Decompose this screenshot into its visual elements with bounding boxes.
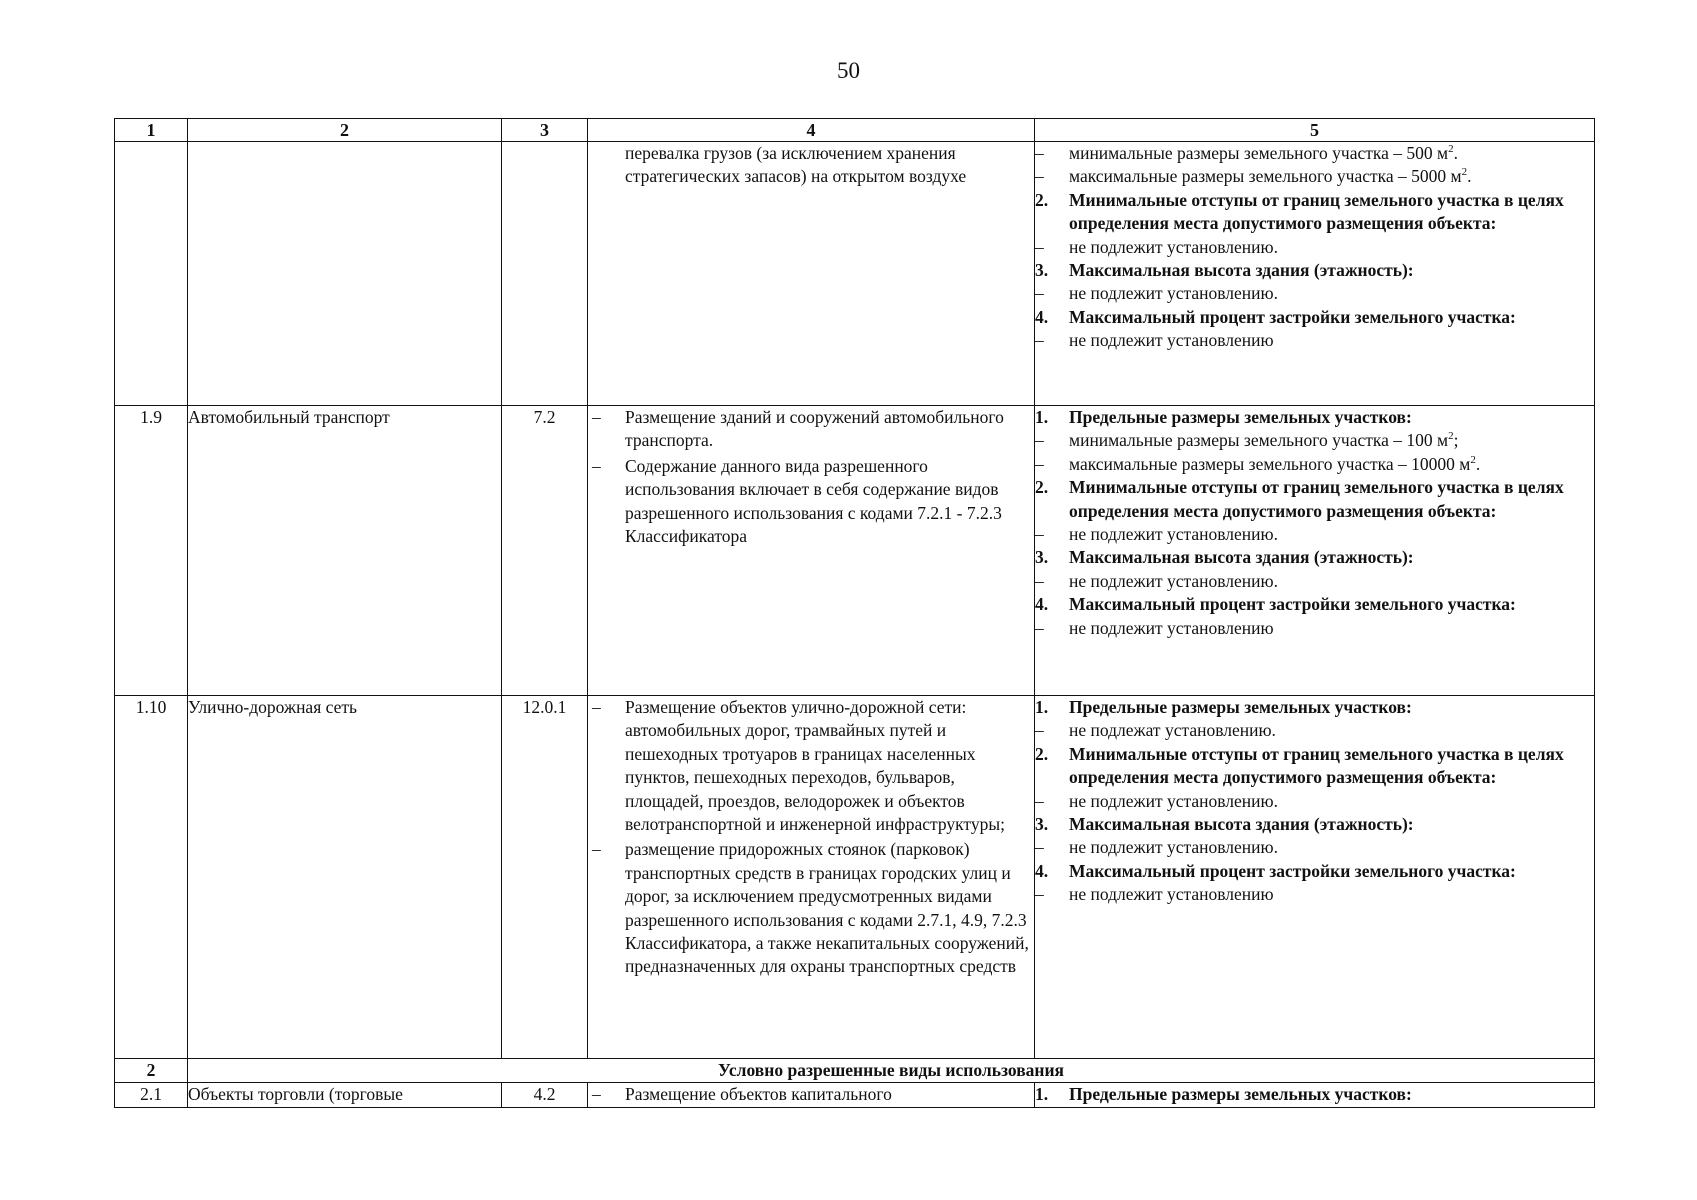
param-text	[1069, 406, 1594, 429]
list-marker: 3.	[1035, 260, 1049, 281]
item-text: Минимальные отступы от границ земельного участка в целях определения места допустимого размещения объекта:	[1069, 477, 1564, 521]
superscript: 2	[1448, 143, 1454, 156]
item-text: перевалка грузов (за исключением хранения стратегических запасов) на открытом воздухе	[625, 143, 967, 187]
param-text	[1069, 306, 1594, 329]
param-item	[1035, 236, 1594, 259]
list-marker: –	[592, 839, 601, 860]
section-title: Условно разрешенные виды использования	[188, 1059, 1595, 1083]
param-text	[1069, 883, 1594, 906]
param-text	[1069, 836, 1594, 859]
param-text	[1069, 476, 1594, 523]
row-number	[115, 142, 188, 406]
table-row	[115, 696, 1595, 1059]
param-text	[1069, 453, 1594, 476]
section-number: 2	[115, 1059, 188, 1083]
table-row	[115, 1083, 1595, 1107]
param-item	[1035, 142, 1594, 165]
item-suffix: ;	[1453, 430, 1459, 451]
superscript: 2	[1470, 453, 1476, 466]
param-item	[1035, 883, 1594, 906]
list-marker: –	[1035, 570, 1044, 591]
desc-item	[588, 696, 1034, 836]
list-marker: 3.	[1035, 814, 1049, 835]
list-marker: –	[1035, 236, 1044, 257]
item-text: не подлежит установлению	[1069, 884, 1274, 905]
item-text: Максимальный процент застройки земельного участка:	[1069, 594, 1516, 615]
param-item	[1035, 282, 1594, 305]
param-text	[1069, 546, 1594, 569]
param-text	[1069, 429, 1594, 452]
item-text: минимальные размеры земельного участка – 500 м	[1069, 143, 1449, 163]
superscript: 2	[1448, 430, 1454, 443]
desc-item	[588, 1083, 1034, 1106]
superscript: 2	[1461, 166, 1468, 179]
list-marker: 2.	[1035, 477, 1049, 498]
param-item	[1035, 259, 1594, 282]
param-item	[1035, 813, 1594, 836]
list-marker: –	[1035, 283, 1044, 304]
section-row	[115, 1059, 1595, 1083]
list-marker: –	[1035, 884, 1044, 905]
param-item	[1035, 523, 1594, 546]
item-text: Размещение зданий и сооружений автомобильного транспорта.	[625, 407, 1004, 451]
item-suffix: .	[1475, 453, 1481, 474]
list-marker: 2.	[1035, 743, 1049, 764]
use-description	[588, 696, 1035, 1059]
item-text: Максимальный процент застройки земельного участка:	[1069, 306, 1516, 327]
classifier-code: 4.2	[502, 1083, 588, 1107]
param-item	[1035, 1083, 1594, 1106]
item-text: Максимальный процент застройки земельного участка:	[1069, 860, 1516, 881]
item-text: не подлежит установлению.	[1069, 524, 1278, 545]
item-text: Предельные размеры земельных участков:	[1069, 1084, 1412, 1105]
item-text: Максимальная высота здания (этажность):	[1069, 260, 1414, 281]
param-item	[1035, 429, 1594, 452]
param-item	[1035, 696, 1594, 719]
param-text	[1069, 282, 1594, 305]
item-text: не подлежит установлению.	[1069, 570, 1278, 591]
parameters	[1035, 1083, 1595, 1107]
param-text	[1069, 259, 1594, 282]
header-col-1: 1	[115, 119, 188, 142]
use-name: Автомобильный транспорт	[188, 406, 502, 696]
list-marker: 2.	[1035, 189, 1049, 210]
param-text	[1069, 189, 1594, 236]
list-marker: –	[1035, 720, 1044, 741]
item-text: минимальные размеры земельного участка – 100 м	[1069, 430, 1449, 451]
desc-text	[625, 455, 1034, 549]
item-text: Размещение объектов улично-дорожной сети: автомобильных дорог, трамвайных путей и пешеходных тротуаров в границах населенных пунктов, пешеходных переходов, бульваров, площадей, проездов, велодорожек и объектов велотранспортной и инженерной инфраструктуры;	[625, 697, 1005, 835]
item-text: Минимальные отступы от границ земельного участка в целях определения места допустимого размещения объекта:	[1069, 743, 1564, 788]
param-item	[1035, 719, 1594, 742]
desc-item	[588, 838, 1034, 978]
page-number: 50	[837, 58, 860, 83]
param-item	[1035, 406, 1594, 429]
desc-item	[588, 142, 1034, 189]
use-description	[588, 406, 1035, 696]
list-marker: 4.	[1035, 594, 1049, 615]
param-item	[1035, 593, 1594, 616]
param-item	[1035, 617, 1594, 640]
use-description	[588, 142, 1035, 406]
row-number: 1.10	[115, 696, 188, 1059]
param-text	[1069, 142, 1594, 165]
item-text: максимальные размеры земельного участка – 5000 м	[1069, 166, 1462, 187]
list-marker: 1.	[1035, 1084, 1049, 1105]
item-text: Максимальная высота здания (этажность):	[1069, 547, 1414, 568]
item-text: Минимальные отступы от границ земельного участка в целях определения места допустимого размещения объекта:	[1069, 189, 1564, 234]
item-text: Максимальная высота здания (этажность):	[1069, 814, 1414, 835]
item-text: не подлежит установлению.	[1069, 837, 1278, 858]
header-row	[115, 119, 1595, 142]
desc-text	[625, 142, 1034, 189]
param-item	[1035, 836, 1594, 859]
list-marker: 1.	[1035, 697, 1049, 717]
list-marker: –	[1035, 790, 1044, 811]
item-text: не подлежит установлению.	[1069, 283, 1278, 304]
item-text: не подлежит установлению.	[1069, 790, 1278, 811]
desc-text	[625, 1083, 1034, 1106]
list-marker: –	[1035, 330, 1044, 351]
list-marker: 1.	[1035, 407, 1049, 427]
param-text	[1069, 593, 1594, 616]
item-text: не подлежат установлению.	[1069, 720, 1276, 741]
param-item	[1035, 570, 1594, 593]
param-text	[1069, 743, 1594, 790]
parameters	[1035, 142, 1595, 406]
desc-text	[625, 406, 1034, 453]
item-text: максимальные размеры земельного участка – 10000 м	[1069, 453, 1471, 474]
param-text	[1069, 860, 1594, 883]
item-text: Размещение объектов капитального	[625, 1084, 892, 1105]
list-marker: –	[1035, 524, 1044, 545]
param-item	[1035, 453, 1594, 476]
desc-text	[625, 696, 1034, 836]
param-text	[1069, 790, 1594, 813]
param-text	[1069, 236, 1594, 259]
desc-text	[625, 838, 1034, 978]
param-text	[1069, 813, 1594, 836]
param-item	[1035, 189, 1594, 236]
item-text: размещение придорожных стоянок (парковок) транспортных средств в границах городских улиц и дорог, за исключением предусмотренных видами разрешенного использования с кодами 2.7.1, 4.9, 7.2.3 Классификатора, а также некапитальных сооружений, предназначенных для охраны транспортных средств	[625, 839, 1029, 977]
list-marker: 4.	[1035, 860, 1049, 881]
classifier-code: 12.0.1	[502, 696, 588, 1059]
param-text	[1069, 617, 1594, 640]
item-text: не подлежит установлению	[1069, 330, 1274, 351]
list-marker: –	[592, 697, 601, 717]
list-marker: –	[592, 455, 601, 476]
list-marker: 3.	[1035, 547, 1049, 568]
item-suffix: .	[1467, 166, 1472, 187]
param-item	[1035, 546, 1594, 569]
parameters	[1035, 696, 1595, 1059]
list-marker: 4.	[1035, 306, 1049, 327]
item-text: Предельные размеры земельных участков:	[1069, 697, 1412, 717]
use-name: Объекты торговли (торговые	[188, 1083, 502, 1107]
list-marker: –	[1035, 143, 1044, 163]
param-item	[1035, 476, 1594, 523]
item-text: Содержание данного вида разрешенного использования включает в себя содержание видов разрешенного использования с кодами 7.2.1 - 7.2.3 Классификатора	[625, 455, 1002, 547]
use-name	[188, 142, 502, 406]
param-item	[1035, 790, 1594, 813]
table-row	[115, 142, 1595, 406]
list-marker: –	[1035, 430, 1044, 451]
classifier-code: 7.2	[502, 406, 588, 696]
header-col-4: 4	[588, 119, 1035, 142]
param-text	[1069, 329, 1594, 352]
list-marker: –	[1035, 453, 1044, 474]
use-description	[588, 1083, 1035, 1107]
row-number: 2.1	[115, 1083, 188, 1107]
desc-item	[588, 406, 1034, 453]
param-item	[1035, 306, 1594, 329]
zoning-table	[114, 118, 1595, 1108]
item-suffix: .	[1453, 143, 1458, 163]
param-text	[1069, 1083, 1594, 1106]
param-text	[1069, 719, 1594, 742]
list-marker: –	[592, 1084, 601, 1105]
param-text	[1069, 523, 1594, 546]
param-item	[1035, 329, 1594, 352]
param-text	[1069, 696, 1594, 719]
list-marker: –	[592, 407, 601, 427]
parameters	[1035, 406, 1595, 696]
list-marker: –	[1035, 617, 1044, 638]
desc-item	[588, 455, 1034, 549]
list-marker: –	[1035, 166, 1044, 187]
param-item	[1035, 860, 1594, 883]
item-text: не подлежит установлению.	[1069, 236, 1278, 257]
param-text	[1069, 570, 1594, 593]
item-text: Предельные размеры земельных участков:	[1069, 407, 1412, 427]
param-item	[1035, 743, 1594, 790]
item-text: не подлежит установлению	[1069, 617, 1274, 638]
table-row	[115, 406, 1595, 696]
classifier-code	[502, 142, 588, 406]
header-col-2: 2	[188, 119, 502, 142]
header-col-5: 5	[1035, 119, 1595, 142]
list-marker: –	[1035, 837, 1044, 858]
use-name: Улично-дорожная сеть	[188, 696, 502, 1059]
param-text	[1069, 165, 1594, 188]
header-col-3: 3	[502, 119, 588, 142]
row-number: 1.9	[115, 406, 188, 696]
param-item	[1035, 165, 1594, 188]
